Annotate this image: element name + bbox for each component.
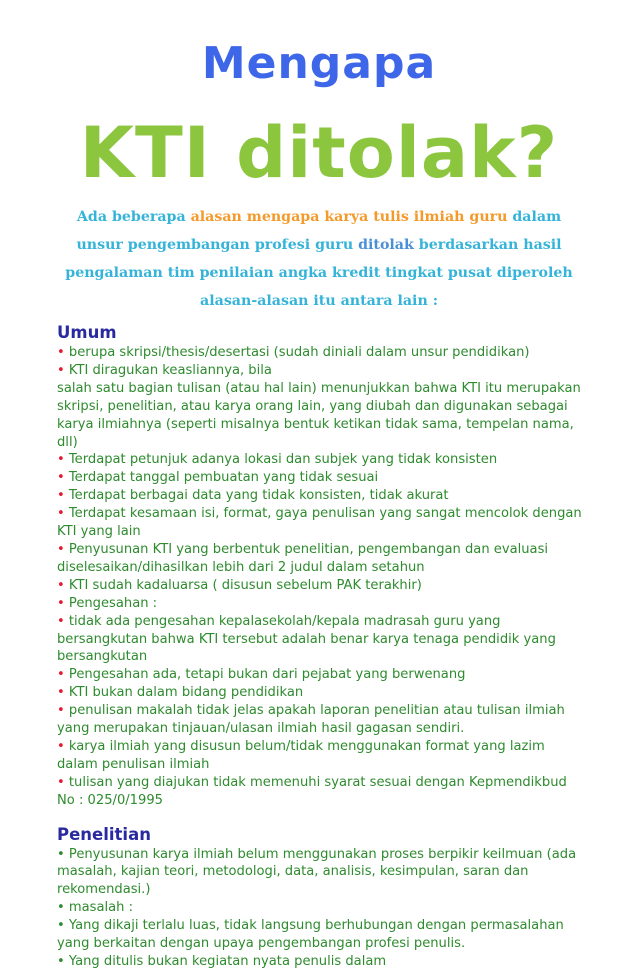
- intro-text-3: berdasarkan hasil pengalaman tim penilaian angka kredit tingkat pusat diperoleh alasan-alasan itu antara lain :: [65, 237, 573, 309]
- list-item-text: KTI bukan dalam bidang pendidikan: [64, 685, 304, 701]
- intro-highlight-1: alasan mengapa karya tulis ilmiah guru: [190, 209, 508, 225]
- list-item: [57, 541, 582, 577]
- list-item: [57, 380, 582, 452]
- list-item-text: masalah :: [64, 900, 134, 916]
- bullet-icon: •: [57, 667, 65, 683]
- list-item-text: Terdapat berbagai data yang tidak konsisten, tidak akurat: [64, 488, 449, 504]
- list-item: [57, 595, 582, 613]
- list-item-text: Terdapat petunjuk adanya lokasi dan subjek yang tidak konsisten: [64, 452, 498, 468]
- intro-highlight-2: ditolak: [358, 237, 414, 253]
- list-item: [57, 846, 582, 900]
- list-item: [57, 666, 582, 684]
- list-item: [57, 953, 582, 971]
- section-heading-penelitian: Penelitian: [57, 824, 151, 844]
- bullet-icon: •: [57, 345, 69, 360]
- bullet-icon: •: [57, 846, 65, 862]
- bullet-icon: •: [57, 452, 65, 468]
- title-line-1: Mengapa: [201, 38, 437, 89]
- list-item: [57, 738, 582, 774]
- bullet-icon: •: [57, 918, 65, 934]
- list-item: [57, 487, 582, 505]
- list-item: [57, 451, 582, 469]
- list-item-text: Yang ditulis bukan kegiatan nyata penulis dalam: [64, 954, 387, 969]
- list-item-text: salah satu bagian tulisan (atau hal lain) menunjukkan bahwa KTI itu merupakan skripsi, penelitian, atau karya orang lain, yang diubah dan digunakan sebagai karya ilmiahnya (seperti misalnya bentuk ketikan tidak sama, tempelan nama, dll): [57, 380, 581, 450]
- list-item-text: Pengesahan :: [64, 595, 158, 611]
- list-item: [57, 344, 582, 362]
- list-item-text: Yang dikaji terlalu luas, tidak langsung berhubungan dengan permasalahan yang berkaitan dengan upaya pengembangan profesi penulis.: [57, 918, 564, 952]
- list-item-text: KTI sudah kadaluarsa ( disusun sebelum PAK terakhir): [64, 577, 422, 593]
- list-item-text: Penyusunan KTI yang berbentuk penelitian, pengembangan dan evaluasi diselesaikan/dihasilkan lebih dari 2 judul dalam setahun: [57, 541, 549, 575]
- list-item: [57, 702, 582, 738]
- intro-text-2: dalam unsur pengembangan profesi guru: [76, 209, 562, 253]
- bullet-icon: •: [57, 774, 65, 790]
- intro-paragraph: [64, 203, 574, 315]
- bullet-icon: •: [57, 900, 65, 916]
- title-line-2: KTI ditolak?: [79, 112, 559, 194]
- list-item-text: Terdapat kesamaan isi, format, gaya penulisan yang sangat mencolok dengan KTI yang lain: [57, 506, 582, 540]
- list-item-text: Penyusunan karya ilmiah belum menggunakan proses berpikir keilmuan (ada masalah, kajian teori, metodologi, data, analisis, kesimpulan, saran dan rekomendasi.): [57, 846, 577, 898]
- bullet-icon: •: [57, 362, 65, 378]
- bullet-icon: •: [57, 703, 65, 719]
- list-item: [57, 362, 582, 380]
- list-item: [57, 505, 582, 541]
- bullet-icon: •: [57, 506, 65, 522]
- content-body: [57, 322, 582, 971]
- bullet-icon: •: [57, 738, 65, 754]
- list-item: [57, 469, 582, 487]
- list-item-text: tidak ada pengesahan kepalasekolah/kepala madrasah guru yang bersangkutan bahwa KTI tersebut adalah benar karya tenaga pendidik yang bersangkutan: [57, 613, 556, 665]
- list-item-text: Terdapat tanggal pembuatan yang tidak sesuai: [64, 470, 379, 486]
- list-item: [57, 613, 582, 667]
- list-item-text: tulisan yang diajukan tidak memenuhi syarat sesuai dengan Kepmendikbud No : 025/0/1995: [57, 774, 567, 808]
- intro-text-1: Ada beberapa: [76, 209, 191, 225]
- bullet-icon: •: [57, 470, 65, 486]
- list-item-text: KTI diragukan keasliannya, bila: [64, 362, 272, 378]
- list-item: [57, 899, 582, 917]
- bullet-icon: •: [57, 613, 65, 629]
- bullet-icon: •: [57, 577, 65, 593]
- list-item: [57, 917, 582, 953]
- list-item-text: penulisan makalah tidak jelas apakah laporan penelitian atau tulisan ilmiah yang merupakan tinjauan/ulasan ilmiah hasil gagasan sendiri.: [57, 703, 565, 737]
- list-item: [57, 774, 582, 810]
- list-item-text: karya ilmiah yang disusun belum/tidak menggunakan format yang lazim dalam penulisan ilmiah: [57, 738, 545, 772]
- list-item: [57, 577, 582, 595]
- bullet-icon: •: [57, 685, 65, 701]
- bullet-icon: •: [57, 488, 65, 504]
- bullet-icon: •: [57, 954, 65, 969]
- list-item-text: berupa skripsi/thesis/desertasi (sudah diniali dalam unsur pendidikan): [68, 345, 530, 360]
- section-heading-umum: Umum: [57, 323, 117, 342]
- bullet-icon: •: [57, 595, 65, 611]
- list-item-text: Pengesahan ada, tetapi bukan dari pejabat yang berwenang: [64, 667, 466, 683]
- list-item: [57, 684, 582, 702]
- bullet-icon: •: [57, 541, 65, 557]
